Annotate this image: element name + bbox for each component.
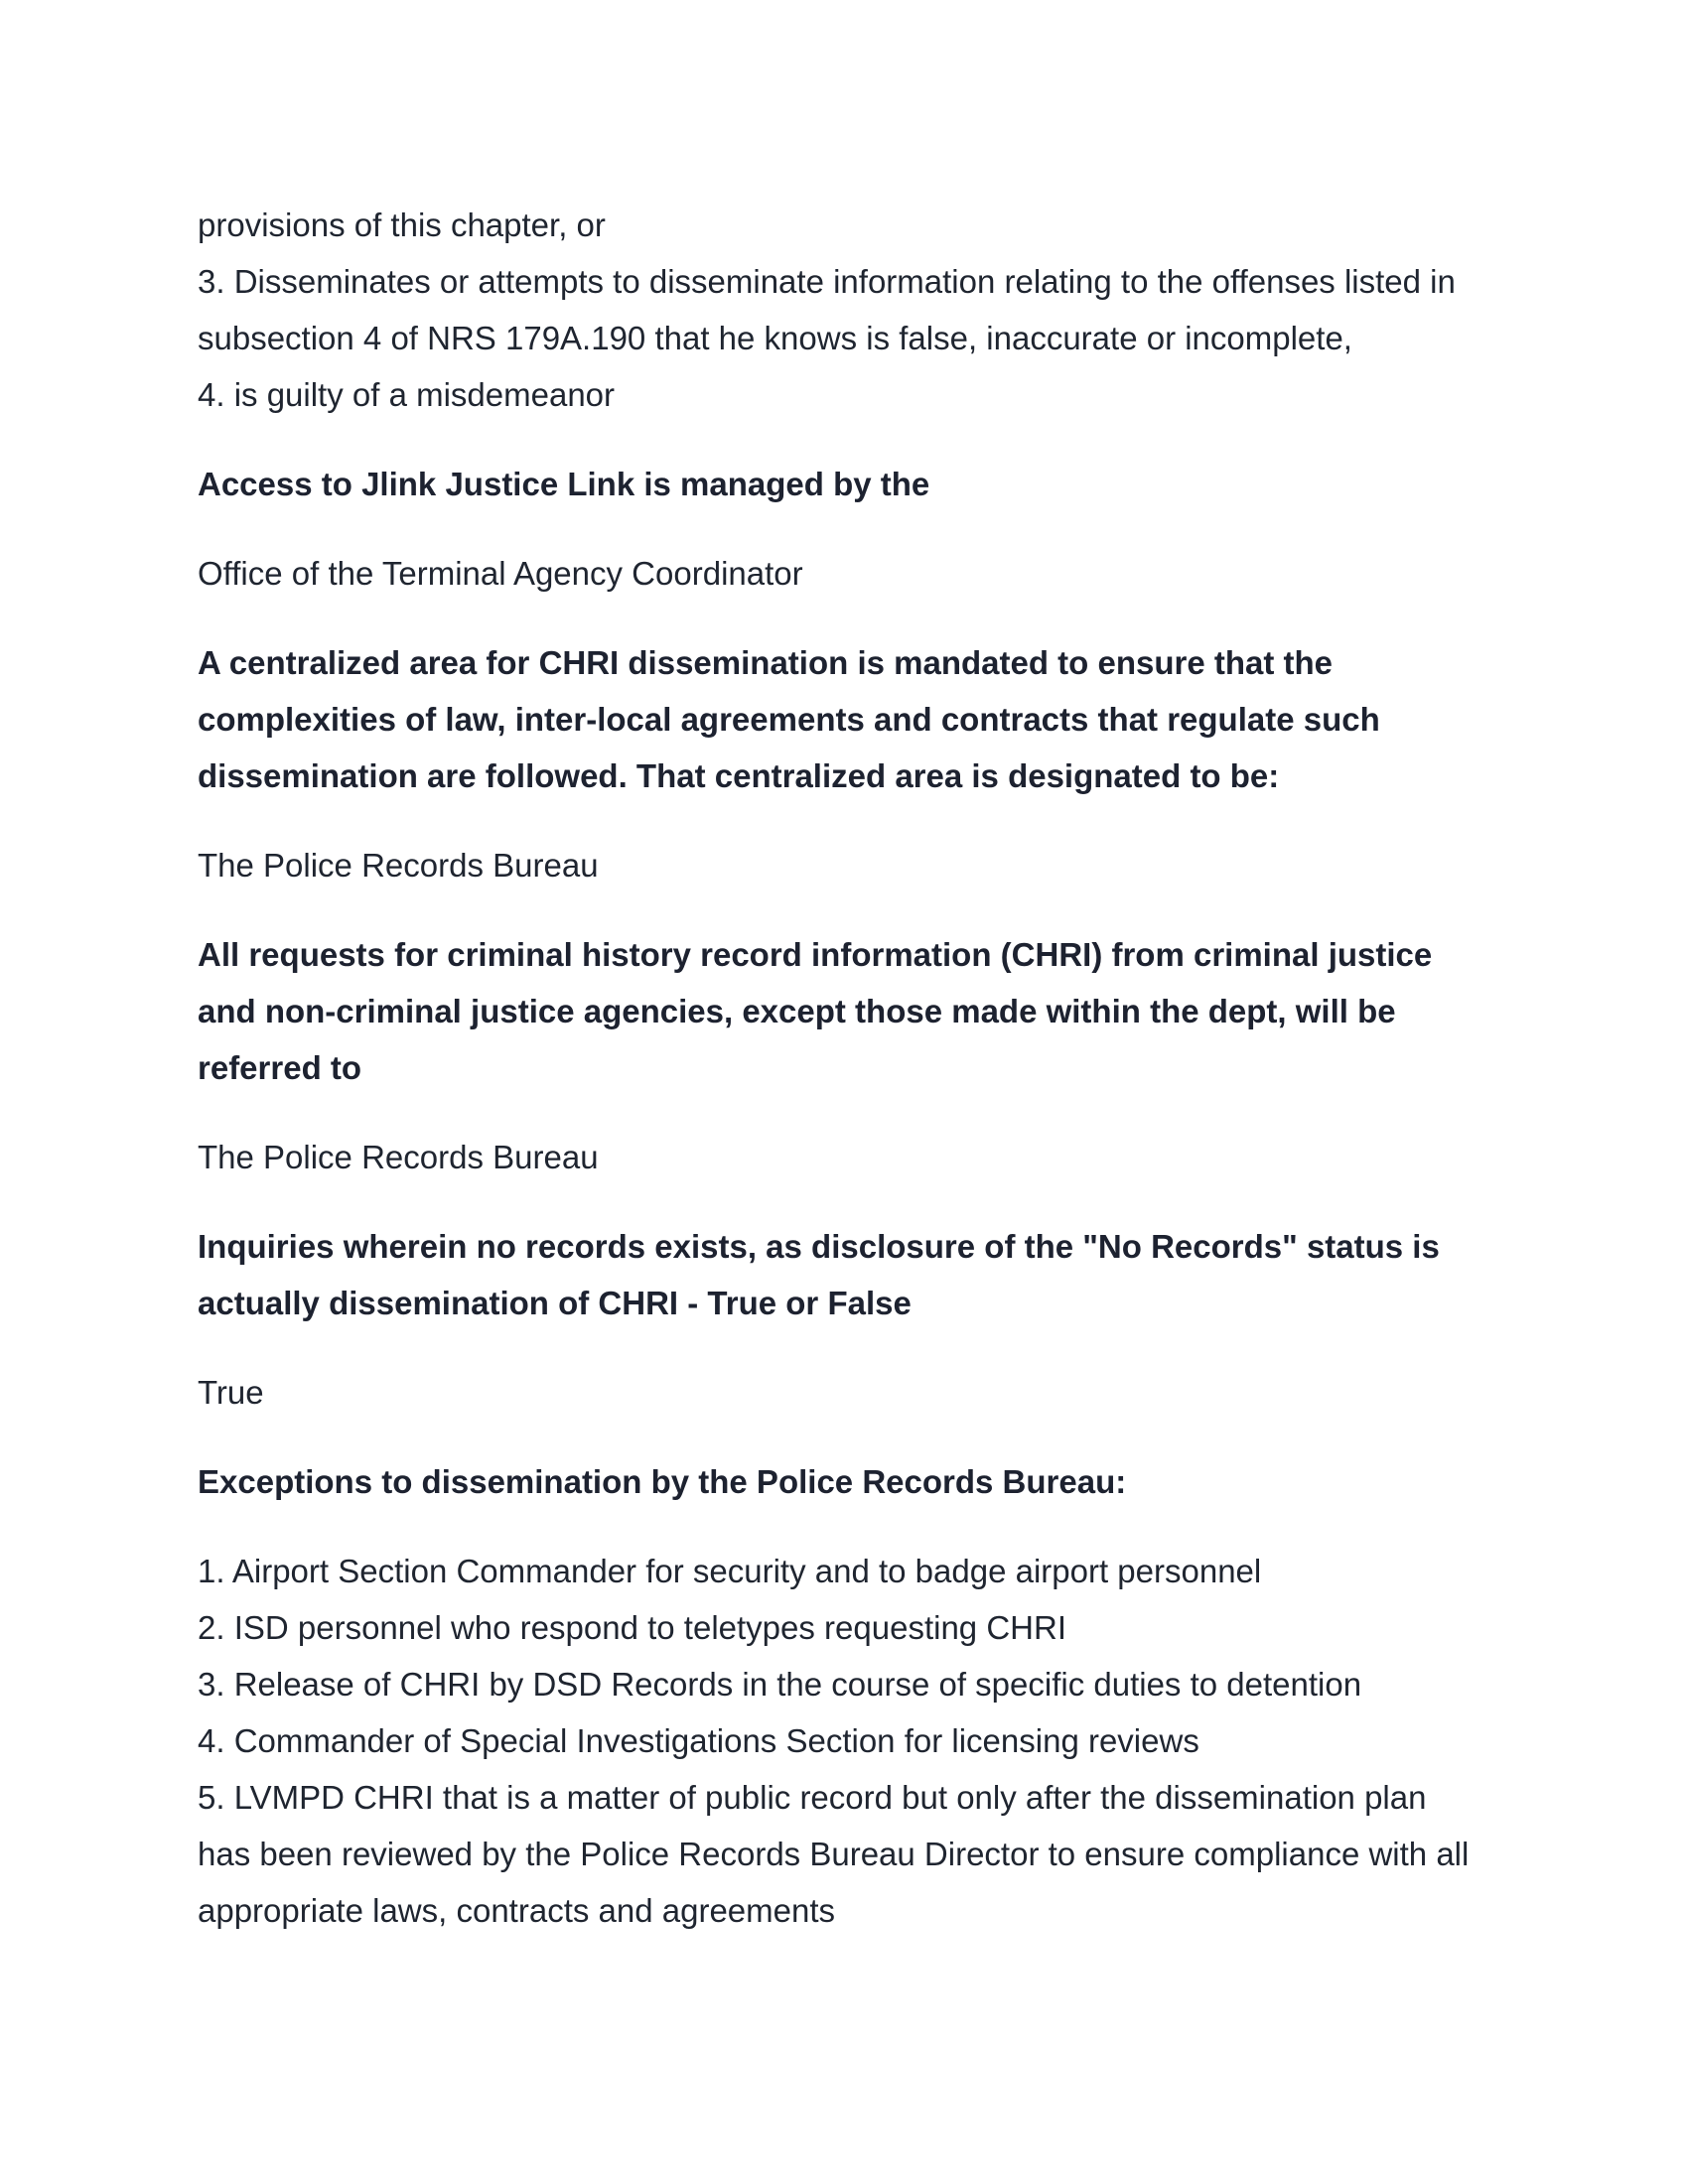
- qa-item-4: [198, 1218, 1518, 1421]
- answer-line: 4. Commander of Special Investigations Section for licensing reviews: [198, 1722, 1199, 1759]
- answer-line: 1. Airport Section Commander for security and to badge airport personnel: [198, 1553, 1262, 1589]
- question-line: Inquiries wherein no records exists, as disclosure of the "No Records" status is: [198, 1228, 1440, 1265]
- question-line: Exceptions to dissemination by the Police Records Bureau:: [198, 1463, 1127, 1500]
- intro-block: [198, 197, 1518, 423]
- question-line: and non-criminal justice agencies, except those made within the dept, will be: [198, 993, 1396, 1029]
- answer-line: has been reviewed by the Police Records Bureau Director to ensure compliance with all: [198, 1836, 1470, 1872]
- answer-line: True: [198, 1374, 264, 1411]
- question-line: actually dissemination of CHRI - True or False: [198, 1285, 912, 1321]
- question-line: complexities of law, inter-local agreements and contracts that regulate such: [198, 701, 1380, 738]
- question-line: Access to Jlink Justice Link is managed by the: [198, 466, 930, 502]
- answer-line: 2. ISD personnel who respond to teletypes requesting CHRI: [198, 1609, 1066, 1646]
- answer-line: The Police Records Bureau: [198, 1139, 599, 1175]
- question-line: dissemination are followed. That centralized area is designated to be:: [198, 757, 1280, 794]
- qa-item-5: [198, 1453, 1518, 1939]
- answer-line: 5. LVMPD CHRI that is a matter of public record but only after the dissemination plan: [198, 1779, 1427, 1816]
- qa-item-3: [198, 926, 1518, 1185]
- question-line: All requests for criminal history record information (CHRI) from criminal justice: [198, 936, 1433, 973]
- question-line: A centralized area for CHRI dissemination is mandated to ensure that the: [198, 644, 1334, 681]
- qa-item-1: [198, 456, 1518, 602]
- intro-line: 4. is guilty of a misdemeanor: [198, 376, 616, 413]
- intro-line: 3. Disseminates or attempts to disseminate information relating to the offenses listed in: [198, 263, 1456, 300]
- intro-line: subsection 4 of NRS 179A.190 that he knows is false, inaccurate or incomplete,: [198, 320, 1352, 356]
- document-body: [198, 197, 1518, 1939]
- qa-item-2: [198, 634, 1518, 893]
- answer-line: 3. Release of CHRI by DSD Records in the course of specific duties to detention: [198, 1666, 1362, 1703]
- answer-line: appropriate laws, contracts and agreements: [198, 1892, 836, 1929]
- question-line: referred to: [198, 1049, 362, 1086]
- answer-line: The Police Records Bureau: [198, 847, 599, 884]
- answer-line: Office of the Terminal Agency Coordinator: [198, 555, 803, 592]
- intro-line: provisions of this chapter, or: [198, 206, 606, 243]
